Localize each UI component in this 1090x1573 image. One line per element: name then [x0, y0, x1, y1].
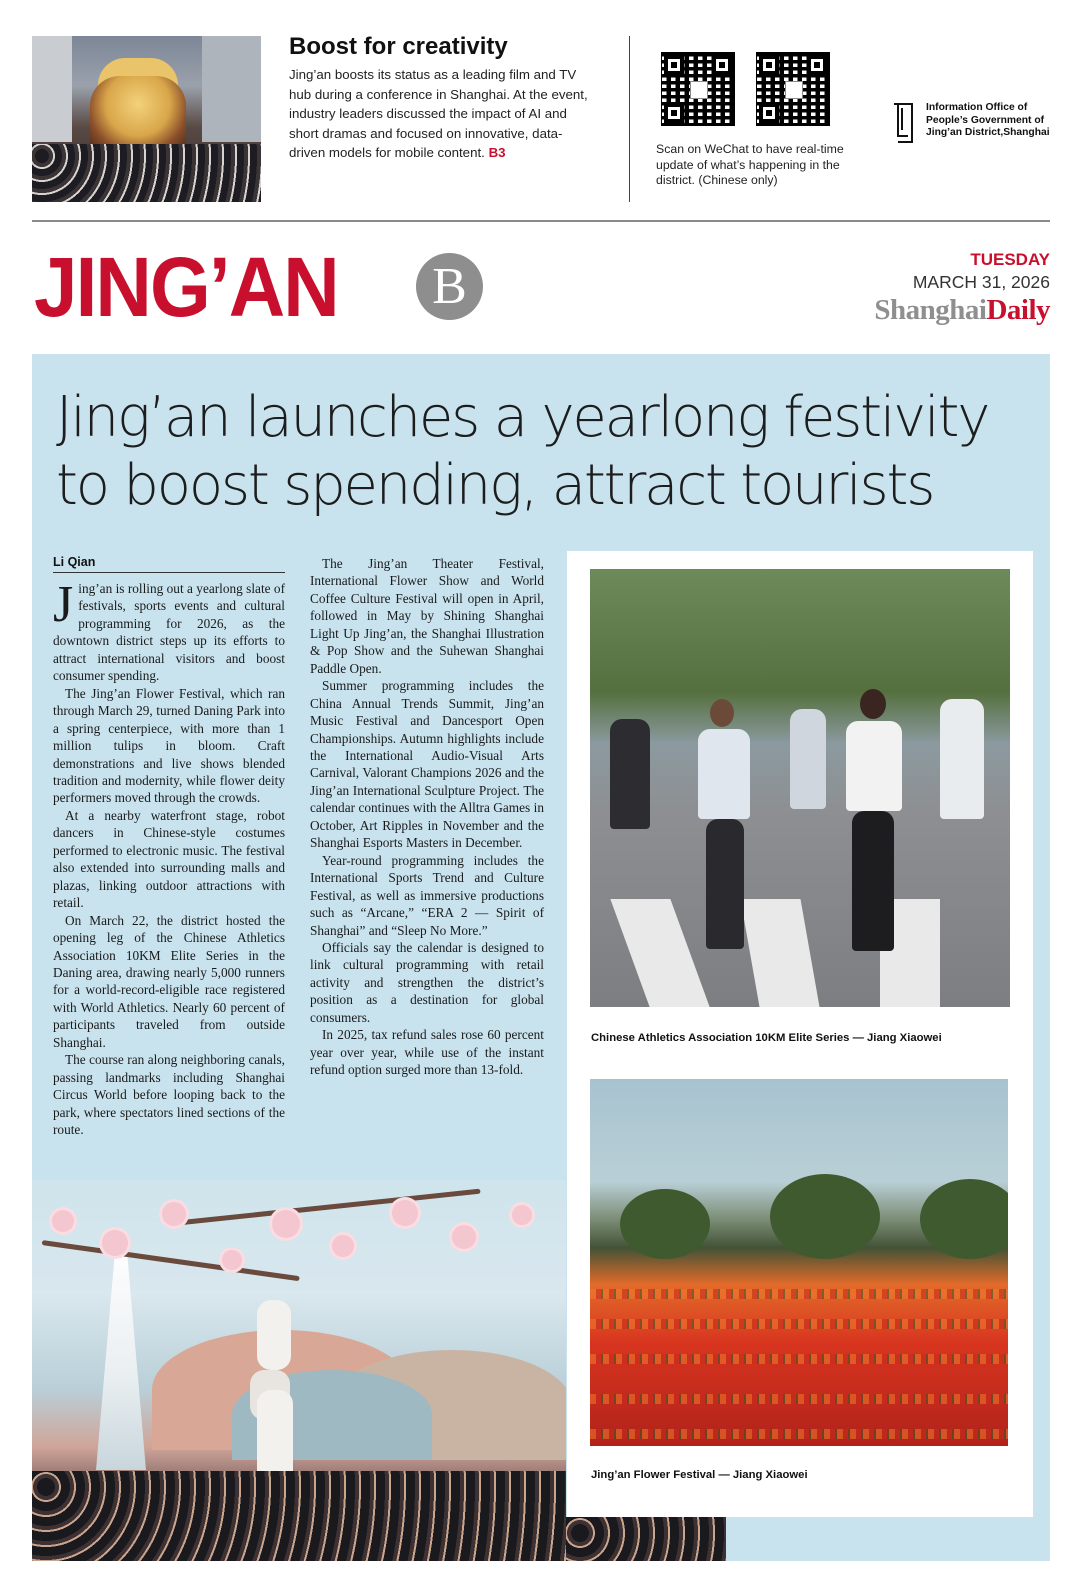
qr-code-1 — [661, 52, 735, 126]
drop-cap: J — [53, 576, 74, 633]
article-paragraph: Year-round programming includes the International Sports Trend and Culture Festival, as well as immersive productions such as “Arcane,” “ERA 2 — Spirit of Shanghai” and “Sleep No More.” — [310, 852, 544, 938]
government-name: Information Office of People’s Government of Jing’an District,Shanghai — [926, 102, 1050, 139]
article-paragraph: The Jing’an Flower Festival, which ran through March 29, turned Daning Park into a spring centerpiece, with more than 1 million tulips in bloom. Craft demonstrations and live shows blended tradition and modernity, while flower deity performers moved through the crowds. — [53, 685, 285, 806]
qr-note: Scan on WeChat to have real-time update of what’s happening in the district. (Chinese only) — [656, 142, 844, 187]
article-paragraph: The Jing’an Theater Festival, International Flower Show and World Coffee Culture Festival will open in April, followed in May by Shining Shanghai Light Up Jing’an, the Shanghai Illustration & Pop Show and the Suhewan Shanghai Paddle Open. — [310, 556, 544, 676]
article-paragraph: The course ran along neighboring canals, passing landmarks including Shanghai Circus World before looping back to the park, where spectators lined sections of the route. — [53, 1052, 285, 1138]
tulip-photo — [590, 1079, 1008, 1446]
festival-stage-photo — [32, 1180, 566, 1561]
photo-caption-tulip: Jing’an Flower Festival — Jiang Xiaowei — [591, 1469, 808, 1481]
article-paragraph: At a nearby waterfront stage, robot dancers in Chinese-style costumes performed to electronic music. The festival also extended into surrounding malls and plazas, linking outdoor attractions with retail. — [53, 807, 285, 911]
article-column-2 — [310, 555, 544, 1079]
section-name: JING’AN — [34, 240, 338, 334]
qr-code-2 — [756, 52, 830, 126]
article-paragraph: Jing’an is rolling out a yearlong slate of festivals, sports events and cultural programming for 2026, as the downtown district steps up its efforts to attract international visitors and boost consumer spending. — [53, 576, 285, 684]
article-paragraph: In 2025, tax refund sales rose 60 percent year over year, while use of the instant refund option surged more than 13-fold. — [310, 1027, 544, 1078]
publication-date: MARCH 31, 2026 — [912, 272, 1050, 292]
article-column-1 — [53, 576, 285, 1139]
weekday: TUESDAY — [970, 250, 1050, 269]
article-paragraph: Summer programming includes the China Annual Trends Summit, Jing’an Music Festival and Dancesport Open Championships. Autumn highlights include the International Audio-Visual Arts Carnival, Valorant Champions 2026 and the Jing’an International Sculpture Project. The calendar continues with the Alltra Games in October, Art Ripples in November and the Shanghai Esports Masters in December. — [310, 678, 544, 851]
government-logo-icon — [892, 102, 918, 146]
section-letter-badge: B — [416, 253, 483, 320]
teaser-photo — [32, 36, 261, 202]
newspaper-logo: ShanghaiDaily — [874, 294, 1050, 326]
byline: Li Qian — [53, 555, 285, 573]
headline: Jing’an launches a yearlong festivity to boost spending, attract tourists — [56, 385, 989, 518]
top-rule — [32, 220, 1050, 222]
teaser-title: Boost for creativity — [289, 33, 508, 60]
teaser-text: Jing’an boosts its status as a leading film and TV hub during a conference in Shanghai. At the event, industry leaders discussed the impact of AI and short dramas and focused on innovative, data-driven models for mobile content. B3 — [289, 67, 588, 160]
article-paragraph: Officials say the calendar is designed to link cultural programming with retail activity and strengthen the district’s position as a destination for global consumers. — [310, 939, 544, 1025]
article-paragraph: On March 22, the district hosted the opening leg of the Chinese Athletics Association 10KM Elite Series in the Daning area, drawing nearly 5,000 runners for a world-record-eligible race registered with World Athletics. Nearly 60 percent of participants traveled from outside Shanghai. — [53, 912, 285, 1050]
festival-crowd-strip — [566, 1517, 726, 1561]
photo-caption-marathon: Chinese Athletics Association 10KM Elite Series — Jiang Xiaowei — [591, 1032, 942, 1044]
marathon-photo — [590, 569, 1010, 1007]
teaser-page-ref[interactable]: B3 — [488, 145, 506, 160]
teaser-divider — [629, 36, 630, 202]
